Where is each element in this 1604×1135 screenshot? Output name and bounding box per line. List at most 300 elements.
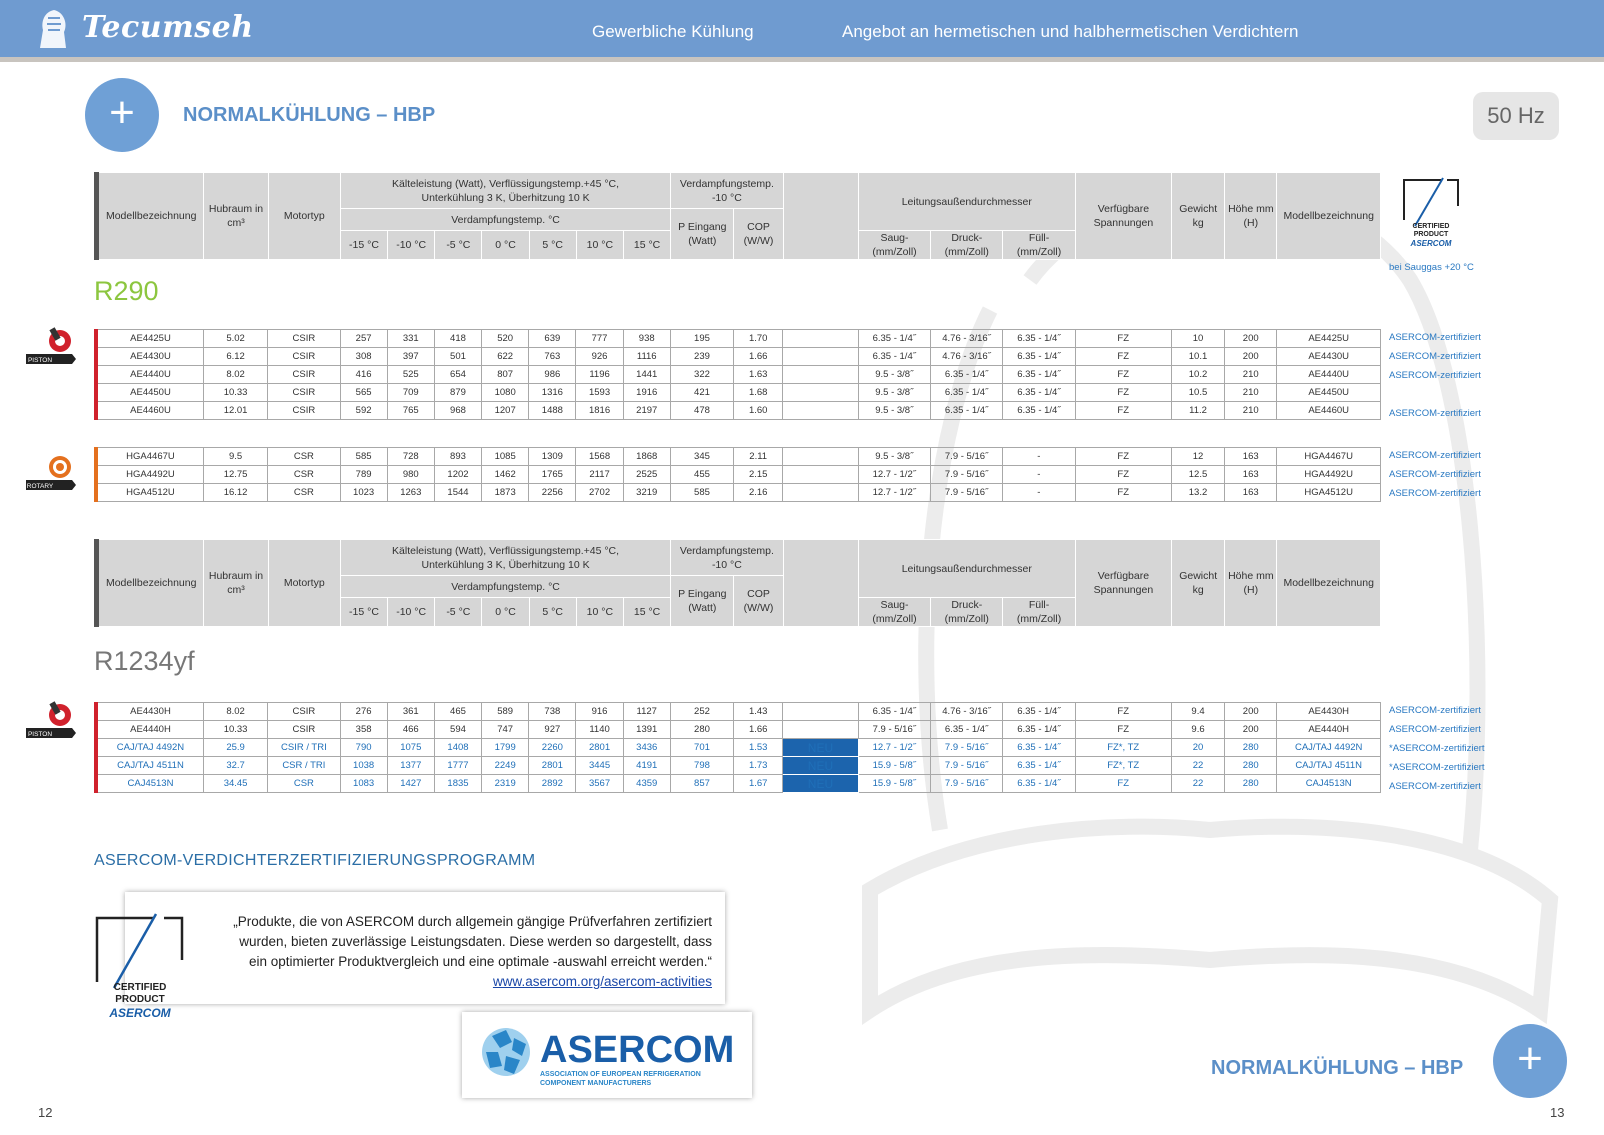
asercom-certified-note: ASERCOM-zertifiziert xyxy=(1389,450,1481,461)
table-cell: 1488 xyxy=(529,402,576,420)
table-cell xyxy=(783,703,858,721)
table-row xyxy=(96,484,1381,502)
col-fill: Füll- (mm/Zoll) xyxy=(1003,598,1075,627)
col-temp: 10 °C xyxy=(576,231,623,260)
svg-text:ASERCOM: ASERCOM xyxy=(540,1029,735,1071)
table-cell: AE4450U xyxy=(1277,384,1381,402)
table-cell: 22 xyxy=(1171,775,1224,793)
svg-text:PRODUCT: PRODUCT xyxy=(115,994,165,1005)
col-evap-fixed: Verdampfungstemp. -10 °C xyxy=(671,540,783,576)
table-cell: 7.9 - 5/16˝ xyxy=(930,739,1002,757)
table-cell: 1868 xyxy=(623,448,670,466)
svg-text:PRODUCT: PRODUCT xyxy=(1413,231,1449,238)
table-cell: CAJ4513N xyxy=(1277,775,1381,793)
table-cell: 1873 xyxy=(482,484,529,502)
table-cell: 455 xyxy=(670,466,733,484)
table-cell: 2256 xyxy=(529,484,576,502)
col-blank xyxy=(783,540,858,627)
table-cell: 6.35 - 1/4˝ xyxy=(930,366,1002,384)
table-cell: AE4440U xyxy=(96,366,203,384)
col-evap-fixed: Verdampfungstemp. -10 °C xyxy=(671,173,783,209)
table-cell: 8.02 xyxy=(203,703,267,721)
table-row xyxy=(96,448,1381,466)
table-cell: 3436 xyxy=(623,739,670,757)
col-height: Höhe mm (H) xyxy=(1225,173,1277,260)
table-cell: 6.35 - 1/4˝ xyxy=(1003,330,1075,348)
table-cell: 3567 xyxy=(576,775,623,793)
asercom-certified-note: ASERCOM-zertifiziert xyxy=(1389,351,1481,362)
table-cell: 9.5 - 3/8˝ xyxy=(858,402,930,420)
table-cell: AE4425U xyxy=(1277,330,1381,348)
col-blank xyxy=(783,173,858,260)
table-cell: 280 xyxy=(1225,739,1277,757)
table-cell: CSR xyxy=(268,775,340,793)
col-capacity: Kälteleistung (Watt), Verflüssigungstemp.+45 °C, Unterkühlung 3 K, Überhitzung 10 K xyxy=(340,540,670,576)
table-row xyxy=(96,384,1381,402)
table-cell: CSIR xyxy=(268,384,340,402)
table-cell: 322 xyxy=(670,366,733,384)
table-cell: 4191 xyxy=(623,757,670,775)
table-cell: HGA4512U xyxy=(1277,484,1381,502)
col-temp: -15 °C xyxy=(340,598,387,627)
table-cell: 893 xyxy=(434,448,481,466)
col-fill: Füll- (mm/Zoll) xyxy=(1003,231,1075,260)
table-row xyxy=(96,739,1381,757)
col-cop: COP (W/W) xyxy=(734,576,783,627)
table-cell: FZ xyxy=(1075,348,1171,366)
table-cell: 1075 xyxy=(387,739,434,757)
table-cell: 7.9 - 5/16˝ xyxy=(930,484,1002,502)
table-row xyxy=(96,348,1381,366)
table-cell: 9.5 - 3/8˝ xyxy=(858,448,930,466)
table-cell: 1.73 xyxy=(734,757,783,775)
col-temp: -5 °C xyxy=(435,231,482,260)
table-cell: CSIR xyxy=(268,703,340,721)
table-cell: 12.7 - 1/2˝ xyxy=(858,739,930,757)
svg-text:ASSOCIATION OF EUROPEAN REFRIG: ASSOCIATION OF EUROPEAN REFRIGERATION xyxy=(540,1071,701,1078)
table-cell: 200 xyxy=(1225,330,1277,348)
table-cell: 418 xyxy=(434,330,481,348)
table-cell: 6.35 - 1/4˝ xyxy=(858,330,930,348)
table-cell: 1038 xyxy=(340,757,387,775)
header-category: Gewerbliche Kühlung xyxy=(592,22,754,41)
table-cell: 1.43 xyxy=(734,703,783,721)
col-temp: 0 °C xyxy=(482,598,529,627)
table-cell: 9.6 xyxy=(1171,721,1224,739)
table-cell: FZ xyxy=(1075,775,1171,793)
table-cell: 9.5 xyxy=(203,448,267,466)
spec-table-header xyxy=(94,172,1381,260)
table-cell: 1196 xyxy=(576,366,623,384)
table-cell: 9.5 - 3/8˝ xyxy=(858,366,930,384)
asercom-certified-note: *ASERCOM-zertifiziert xyxy=(1389,762,1485,773)
table-cell: 594 xyxy=(434,721,481,739)
svg-text:ASERCOM: ASERCOM xyxy=(1410,239,1452,248)
table-cell: 1391 xyxy=(623,721,670,739)
table-cell: CSR / TRI xyxy=(268,757,340,775)
table-cell: HGA4512U xyxy=(96,484,203,502)
table-cell xyxy=(783,466,858,484)
refrigerant-r1234yf: R1234yf xyxy=(94,646,195,676)
table-cell: 2892 xyxy=(529,775,576,793)
table-cell: 3219 xyxy=(623,484,670,502)
table-cell: AE4430H xyxy=(1277,703,1381,721)
table-cell: 4359 xyxy=(623,775,670,793)
table-cell: 7.9 - 5/16˝ xyxy=(858,721,930,739)
table-cell: AE4460U xyxy=(96,402,203,420)
table-cell: AE4430U xyxy=(1277,348,1381,366)
page-title: NORMALKÜHLUNG – HBP xyxy=(183,104,436,126)
col-temp: -15 °C xyxy=(340,231,387,260)
table-cell: 195 xyxy=(670,330,733,348)
table-cell: 1835 xyxy=(434,775,481,793)
table-cell: 728 xyxy=(387,448,434,466)
svg-text:CERTIFIED: CERTIFIED xyxy=(1412,223,1450,230)
col-cop: COP (W/W) xyxy=(734,209,783,260)
table-cell: 1568 xyxy=(576,448,623,466)
asercom-link[interactable]: www.asercom.org/asercom-activities xyxy=(492,974,712,989)
svg-text:PISTON: PISTON xyxy=(27,731,53,738)
col-temp: 10 °C xyxy=(576,598,623,627)
table-cell: 478 xyxy=(670,402,733,420)
table-cell: 200 xyxy=(1225,348,1277,366)
table-cell: AE4460U xyxy=(1277,402,1381,420)
col-temp: 5 °C xyxy=(529,231,576,260)
table-cell xyxy=(783,448,858,466)
table-row xyxy=(96,775,1381,793)
table-cell: 585 xyxy=(670,484,733,502)
table-cell: 210 xyxy=(1225,366,1277,384)
table-cell: CSIR xyxy=(268,330,340,348)
table-cell: 32.7 xyxy=(203,757,267,775)
col-temp: 5 °C xyxy=(529,598,576,627)
table-cell: 6.35 - 1/4˝ xyxy=(1003,775,1075,793)
table-cell: 790 xyxy=(340,739,387,757)
table-cell: 2.15 xyxy=(734,466,783,484)
table-cell: 520 xyxy=(482,330,529,348)
table-cell: 416 xyxy=(340,366,387,384)
piston-type-icon xyxy=(24,326,76,368)
table-cell: 163 xyxy=(1225,448,1277,466)
table-cell: 11.2 xyxy=(1171,402,1224,420)
table-cell: 1.67 xyxy=(734,775,783,793)
table-cell: 12.5 xyxy=(1171,466,1224,484)
table-cell xyxy=(783,348,858,366)
asercom-certified-note: ASERCOM-zertifiziert xyxy=(1389,370,1481,381)
table-cell: 6.35 - 1/4˝ xyxy=(858,703,930,721)
table-cell: 1593 xyxy=(576,384,623,402)
table-cell: AE4430U xyxy=(96,348,203,366)
table-cell: CAJ/TAJ 4492N xyxy=(1277,739,1381,757)
table-cell: FZ xyxy=(1075,330,1171,348)
table-cell: 1085 xyxy=(482,448,529,466)
table-cell: 6.35 - 1/4˝ xyxy=(1003,402,1075,420)
col-model: Modellbezeichnung xyxy=(97,173,204,260)
certified-product-icon xyxy=(94,912,186,1022)
table-row xyxy=(96,703,1381,721)
svg-text:ROTARY: ROTARY xyxy=(26,483,54,490)
table-cell: 2.16 xyxy=(734,484,783,502)
table-cell: 2525 xyxy=(623,466,670,484)
col-temp: -10 °C xyxy=(388,231,435,260)
asercom-certified-note: *ASERCOM-zertifiziert xyxy=(1389,743,1485,754)
table-cell: 10.2 xyxy=(1171,366,1224,384)
table-cell: 1023 xyxy=(340,484,387,502)
table-cell xyxy=(783,366,858,384)
table-cell: 163 xyxy=(1225,484,1277,502)
table-cell: 525 xyxy=(387,366,434,384)
table-cell: 4.76 - 3/16˝ xyxy=(930,348,1002,366)
table-cell xyxy=(783,330,858,348)
table-cell: 2801 xyxy=(576,739,623,757)
new-badge: NEU xyxy=(783,775,858,793)
table-cell: HGA4467U xyxy=(1277,448,1381,466)
table-cell: CSIR xyxy=(268,348,340,366)
table-cell: 12.7 - 1/2˝ xyxy=(858,484,930,502)
table-cell: 6.35 - 1/4˝ xyxy=(930,721,1002,739)
table-cell: 5.02 xyxy=(203,330,267,348)
asercom-certified-note: ASERCOM-zertifiziert xyxy=(1389,469,1481,480)
table-cell xyxy=(783,484,858,502)
table-cell: 163 xyxy=(1225,466,1277,484)
svg-text:CERTIFIED: CERTIFIED xyxy=(113,982,167,993)
table-cell: 6.35 - 1/4˝ xyxy=(1003,348,1075,366)
col-weight: Gewicht kg xyxy=(1172,540,1225,627)
table-cell: 4.76 - 3/16˝ xyxy=(930,703,1002,721)
table-cell: AE4440H xyxy=(1277,721,1381,739)
asercom-heading: ASERCOM-VERDICHTERZERTIFIZIERUNGSPROGRAMM xyxy=(94,852,536,869)
rotary-type-icon xyxy=(24,452,76,494)
refrigerant-r290: R290 xyxy=(94,276,159,306)
table-cell: 6.35 - 1/4˝ xyxy=(1003,366,1075,384)
col-displacement: Hubraum in cm³ xyxy=(204,173,268,260)
table-cell: 6.35 - 1/4˝ xyxy=(930,402,1002,420)
spec-table-header-2 xyxy=(94,539,1381,627)
table-cell: 466 xyxy=(387,721,434,739)
table-cell: HGA4467U xyxy=(96,448,203,466)
table-cell: 1263 xyxy=(387,484,434,502)
table-cell: 986 xyxy=(529,366,576,384)
table-cell: CSR xyxy=(268,448,340,466)
table-cell: 501 xyxy=(434,348,481,366)
table-cell: - xyxy=(1003,484,1075,502)
table-cell: FZ xyxy=(1075,466,1171,484)
table-cell: 4.76 - 3/16˝ xyxy=(930,330,1002,348)
table-cell: 276 xyxy=(340,703,387,721)
table-cell: 6.35 - 1/4˝ xyxy=(1003,703,1075,721)
col-discharge: Druck- (mm/Zoll) xyxy=(931,598,1003,627)
table-cell: HGA4492U xyxy=(96,466,203,484)
table-cell: 807 xyxy=(482,366,529,384)
table-cell: AE4450U xyxy=(96,384,203,402)
col-evap-temp: Verdampfungstemp. °C xyxy=(340,209,670,231)
col-voltages: Verfügbare Spannungen xyxy=(1075,540,1171,627)
table-cell: 2.11 xyxy=(734,448,783,466)
table-cell: 7.9 - 5/16˝ xyxy=(930,757,1002,775)
table-cell: 857 xyxy=(670,775,733,793)
table-cell: 252 xyxy=(670,703,733,721)
asercom-certified-note: ASERCOM-zertifiziert xyxy=(1389,781,1481,792)
col-temp: 15 °C xyxy=(623,231,670,260)
table-cell xyxy=(783,384,858,402)
table-cell: 1544 xyxy=(434,484,481,502)
table-cell: 7.9 - 5/16˝ xyxy=(930,466,1002,484)
col-motor: Motortyp xyxy=(268,173,340,260)
table-cell: 397 xyxy=(387,348,434,366)
table-cell: 12.01 xyxy=(203,402,267,420)
table-cell: 6.35 - 1/4˝ xyxy=(1003,739,1075,757)
table-cell: 1.68 xyxy=(734,384,783,402)
table-cell: 980 xyxy=(387,466,434,484)
table-cell: 308 xyxy=(340,348,387,366)
table-cell: 639 xyxy=(529,330,576,348)
table-cell: 1083 xyxy=(340,775,387,793)
table-cell: 2801 xyxy=(529,757,576,775)
table-cell: CAJ/TAJ 4511N xyxy=(96,757,203,775)
table-cell: 798 xyxy=(670,757,733,775)
table-cell: FZ xyxy=(1075,384,1171,402)
asercom-globe-icon xyxy=(462,1012,752,1098)
table-cell: 280 xyxy=(1225,757,1277,775)
table-cell: 22 xyxy=(1171,757,1224,775)
table-cell: 12.75 xyxy=(203,466,267,484)
table-cell: CAJ4513N xyxy=(96,775,203,793)
col-temp: 0 °C xyxy=(482,231,529,260)
col-discharge: Druck- (mm/Zoll) xyxy=(931,231,1003,260)
table-cell: 345 xyxy=(670,448,733,466)
table-cell: 257 xyxy=(340,330,387,348)
table-cell: 9.5 - 3/8˝ xyxy=(858,384,930,402)
table-cell: 927 xyxy=(529,721,576,739)
table-cell: 1080 xyxy=(482,384,529,402)
table-cell: 1202 xyxy=(434,466,481,484)
table-cell: FZ xyxy=(1075,402,1171,420)
table-cell: CSIR xyxy=(268,366,340,384)
svg-text:COMPONENT MANUFACTURERS: COMPONENT MANUFACTURERS xyxy=(540,1080,652,1087)
table-cell: FZ*, TZ xyxy=(1075,739,1171,757)
table-row xyxy=(96,466,1381,484)
table-cell: 12 xyxy=(1171,448,1224,466)
table-cell: 6.35 - 1/4˝ xyxy=(858,348,930,366)
table-cell: 1777 xyxy=(434,757,481,775)
table-cell: AE4440H xyxy=(96,721,203,739)
table-cell: 2260 xyxy=(529,739,576,757)
page-number-right: 13 xyxy=(1550,1105,1565,1120)
table-cell: 938 xyxy=(623,330,670,348)
table-cell: 6.35 - 1/4˝ xyxy=(1003,757,1075,775)
table-cell: CSIR / TRI xyxy=(268,739,340,757)
table-cell: 12.7 - 1/2˝ xyxy=(858,466,930,484)
table-row xyxy=(96,366,1381,384)
header-divider xyxy=(0,57,1604,62)
table-cell: 1377 xyxy=(387,757,434,775)
table-cell: FZ xyxy=(1075,703,1171,721)
asercom-certified-note: ASERCOM-zertifiziert xyxy=(1389,408,1481,419)
table-cell: 2197 xyxy=(623,402,670,420)
table-cell: 6.35 - 1/4˝ xyxy=(1003,721,1075,739)
table-cell: 765 xyxy=(387,402,434,420)
table-cell: 1127 xyxy=(623,703,670,721)
col-motor: Motortyp xyxy=(268,540,340,627)
table-cell: 1207 xyxy=(482,402,529,420)
table-cell: 709 xyxy=(387,384,434,402)
table-cell xyxy=(783,402,858,420)
table-cell: 1462 xyxy=(482,466,529,484)
table-cell: 1.53 xyxy=(734,739,783,757)
table-cell: 1916 xyxy=(623,384,670,402)
table-cell: FZ xyxy=(1075,366,1171,384)
table-cell: 361 xyxy=(387,703,434,721)
table-cell: 7.9 - 5/16˝ xyxy=(930,448,1002,466)
table-cell xyxy=(783,721,858,739)
col-model-repeat: Modellbezeichnung xyxy=(1277,173,1381,260)
table-cell: 421 xyxy=(670,384,733,402)
table-cell: 200 xyxy=(1225,703,1277,721)
footer-title: NORMALKÜHLUNG – HBP xyxy=(1211,1057,1464,1079)
table-cell: AE4425U xyxy=(96,330,203,348)
table-cell: CSR xyxy=(268,484,340,502)
col-suction: Saug- (mm/Zoll) xyxy=(858,598,930,627)
table-cell: 592 xyxy=(340,402,387,420)
table-cell: 13.2 xyxy=(1171,484,1224,502)
table-cell: 1.63 xyxy=(734,366,783,384)
table-cell: - xyxy=(1003,448,1075,466)
col-pipes: Leitungsaußendurchmesser xyxy=(858,540,1075,598)
asercom-certified-note: ASERCOM-zertifiziert xyxy=(1389,332,1481,343)
table-cell: 10.5 xyxy=(1171,384,1224,402)
table-cell: 2702 xyxy=(576,484,623,502)
svg-text:PISTON: PISTON xyxy=(27,357,53,364)
col-evap-temp: Verdampfungstemp. °C xyxy=(340,576,670,598)
table-cell: 6.12 xyxy=(203,348,267,366)
table-cell: 331 xyxy=(387,330,434,348)
table-cell: - xyxy=(1003,466,1075,484)
asercom-logo xyxy=(462,1012,752,1098)
new-badge: NEU xyxy=(783,757,858,775)
table-cell: 1.66 xyxy=(734,721,783,739)
table-cell: 2319 xyxy=(482,775,529,793)
table-row xyxy=(96,757,1381,775)
page-number-left: 12 xyxy=(38,1105,53,1120)
table-cell: 589 xyxy=(482,703,529,721)
table-cell: 879 xyxy=(434,384,481,402)
col-temp: 15 °C xyxy=(623,598,670,627)
table-cell: 200 xyxy=(1225,721,1277,739)
col-suction: Saug- (mm/Zoll) xyxy=(858,231,930,260)
table-cell: 1799 xyxy=(482,739,529,757)
header-title: Angebot an hermetischen und halbhermetischen Verdichtern xyxy=(842,22,1299,41)
table-cell: 565 xyxy=(340,384,387,402)
table-cell: 3445 xyxy=(576,757,623,775)
table-cell: 465 xyxy=(434,703,481,721)
table-cell: 777 xyxy=(576,330,623,348)
table-cell: 916 xyxy=(576,703,623,721)
table-cell: 585 xyxy=(340,448,387,466)
asercom-certified-note: ASERCOM-zertifiziert xyxy=(1389,705,1481,716)
table-cell: CSIR xyxy=(268,402,340,420)
col-weight: Gewicht kg xyxy=(1172,173,1225,260)
table-cell: CSIR xyxy=(268,721,340,739)
table-cell: CAJ/TAJ 4492N xyxy=(96,739,203,757)
asercom-quote: „Produkte, die von ASERCOM durch allgemein gängige Prüfverfahren zertifiziert wurden, bieten zuverlässige Leistungsdaten. Diese werden so dargestellt, dass ein optimierter Produktvergleich und eine optimale -auswahl erreicht werden.“ xyxy=(233,914,712,969)
col-displacement: Hubraum in cm³ xyxy=(204,540,268,627)
col-voltages: Verfügbare Spannungen xyxy=(1075,173,1171,260)
new-badge: NEU xyxy=(783,739,858,757)
table-cell: 210 xyxy=(1225,402,1277,420)
table-cell: 10.1 xyxy=(1171,348,1224,366)
svg-text:ASERCOM: ASERCOM xyxy=(109,1006,171,1020)
col-model-repeat: Modellbezeichnung xyxy=(1277,540,1381,627)
